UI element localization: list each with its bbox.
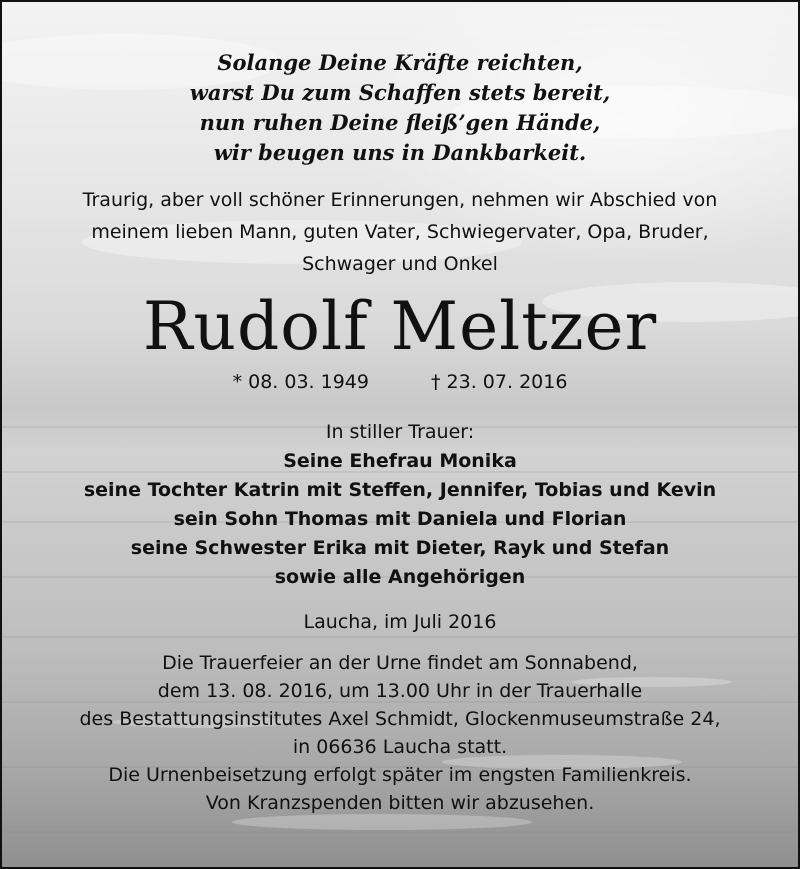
funeral-line: Von Kranzspenden bitten wir abzusehen. <box>205 792 595 814</box>
intro-line: meinem lieben Mann, guten Vater, Schwiegervater, Opa, Bruder, <box>91 221 709 243</box>
family-member: sowie alle Angehörigen <box>274 566 526 588</box>
funeral-line: Die Trauerfeier an der Urne findet am Sonnabend, <box>162 652 638 674</box>
motto-line: nun ruhen Deine fleiß’gen Hände, <box>199 110 601 135</box>
funeral-line: dem 13. 08. 2016, um 13.00 Uhr in der Trauerhalle <box>157 680 643 702</box>
family-list <box>2 447 798 592</box>
family-member: seine Tochter Katrin mit Steffen, Jennifer, Tobias und Kevin <box>83 479 717 501</box>
motto-line: warst Du zum Schaffen stets bereit, <box>189 80 611 105</box>
funeral-line: Die Urnenbeisetzung erfolgt später im engsten Familienkreis. <box>108 764 692 786</box>
place-date: Laucha, im Juli 2016 <box>303 611 497 633</box>
funeral-line: in 06636 Laucha statt. <box>292 736 508 758</box>
family-member: seine Schwester Erika mit Dieter, Rayk und Stefan <box>130 537 670 559</box>
life-dates <box>2 368 798 396</box>
birth-date: * 08. 03. 1949 <box>232 371 369 393</box>
funeral-line: des Bestattungsinstitutes Axel Schmidt, Glockenmuseumstraße 24, <box>79 708 721 730</box>
motto-line: wir beugen uns in Dankbarkeit. <box>213 140 587 165</box>
intro-line: Schwager und Onkel <box>302 253 498 275</box>
motto-line: Solange Deine Kräfte reichten, <box>217 50 583 75</box>
intro-line: Traurig, aber voll schöner Erinnerungen, nehmen wir Abschied von <box>82 189 718 211</box>
intro-text <box>2 184 798 280</box>
death-date: † 23. 07. 2016 <box>431 371 568 393</box>
family-member: sein Sohn Thomas mit Daniela und Florian <box>173 508 627 530</box>
mourning-label: In stiller Trauer: <box>325 421 475 443</box>
funeral-info <box>2 649 798 817</box>
deceased-name: Rudolf Meltzer <box>142 288 658 365</box>
motto-verse <box>2 48 798 168</box>
family-member: Seine Ehefrau Monika <box>283 450 517 472</box>
